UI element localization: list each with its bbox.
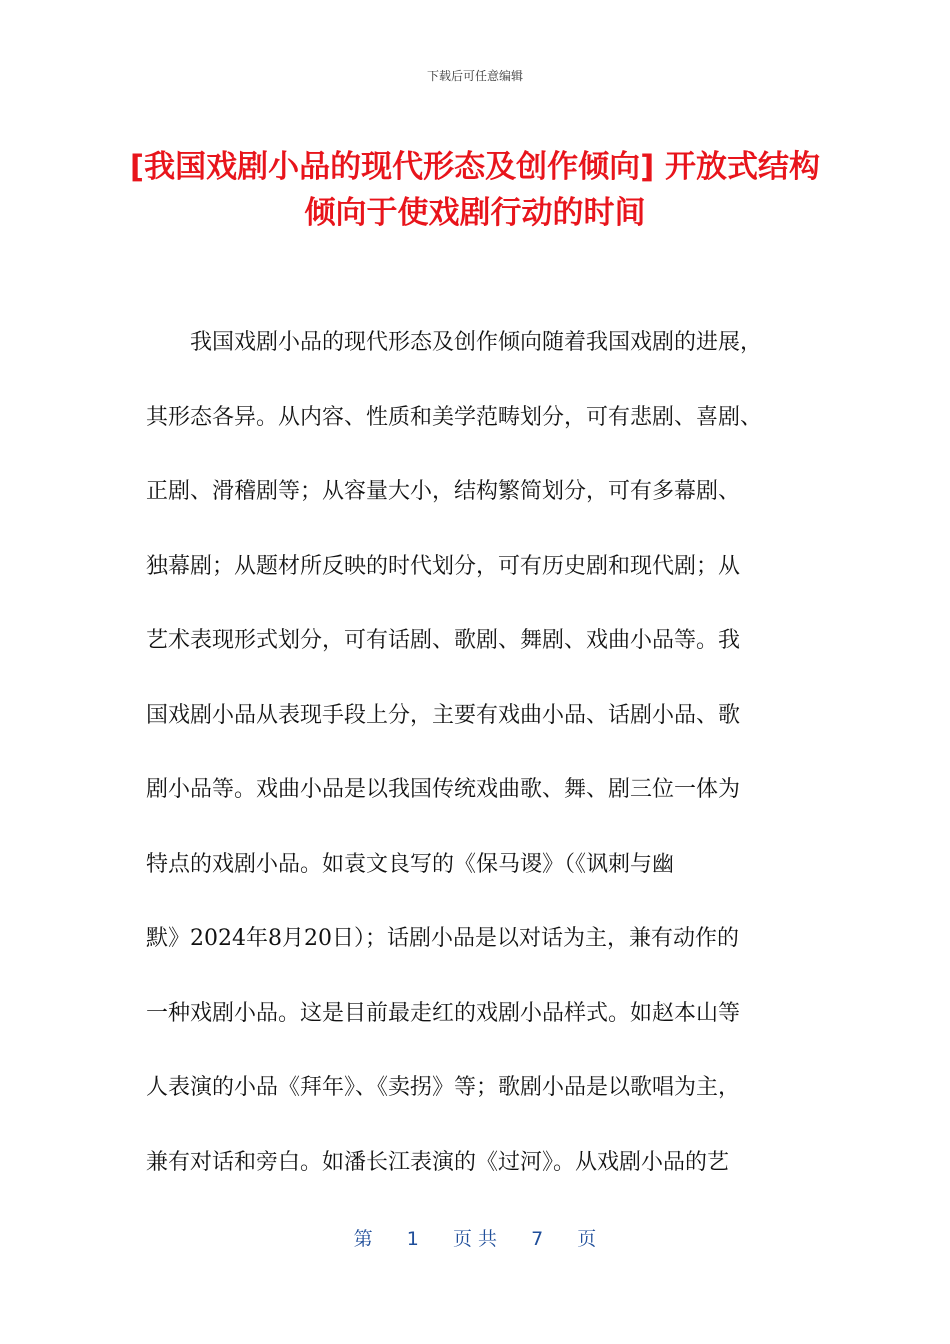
body-line: 人表演的小品《拜年》、《卖拐》等；歌剧小品是以歌唱为主， bbox=[146, 1075, 741, 1100]
body-line: 一种戏剧小品。这是目前最走红的戏剧小品样式。如赵本山等 bbox=[146, 1000, 741, 1026]
body-line: 艺术表现形式划分，可有话剧、歌剧、舞剧、戏曲小品等。我 bbox=[146, 628, 741, 653]
body-line: 特点的戏剧小品。如袁文良写的《保马谡》（《讽刺与幽 bbox=[146, 851, 675, 877]
footer-page-label: 第 bbox=[353, 1228, 373, 1250]
body-line: 剧小品等。戏曲小品是以我国传统戏曲歌、舞、剧三位一体为 bbox=[146, 777, 741, 802]
body-line: 独幕剧；从题材所反映的时代划分，可有历史剧和现代剧；从 bbox=[146, 553, 741, 579]
body-text bbox=[146, 318, 810, 1212]
page-footer bbox=[0, 1226, 950, 1252]
body-line: 国戏剧小品从表现手段上分，主要有戏曲小品、话剧小品、歌 bbox=[146, 702, 741, 728]
footer-total-pages: 7 bbox=[531, 1228, 544, 1250]
body-line: 我国戏剧小品的现代形态及创作倾向随着我国戏剧的进展， bbox=[146, 330, 763, 355]
body-line: 正剧、滑稽剧等；从容量大小，结构繁简划分，可有多幕剧、 bbox=[146, 479, 741, 504]
footer-page-suffix: 页 bbox=[577, 1228, 597, 1250]
document-title: [我国戏剧小品的现代形态及创作倾向] 开放式结构倾向于使戏剧行动的时间 bbox=[129, 149, 821, 231]
body-line: 兼有对话和旁白。如潘长江表演的《过河》。从戏剧小品的艺 bbox=[146, 1149, 730, 1175]
footer-total-label: 页 共 bbox=[452, 1228, 498, 1250]
footer-current-page: 1 bbox=[406, 1228, 419, 1250]
header-note: 下载后可任意编辑 bbox=[426, 69, 523, 83]
body-line: 其形态各异。从内容、性质和美学范畴划分，可有悲剧、喜剧、 bbox=[146, 404, 763, 430]
body-line: 默》2024年8月20日）；话剧小品是以对话为主，兼有动作的 bbox=[146, 926, 739, 951]
